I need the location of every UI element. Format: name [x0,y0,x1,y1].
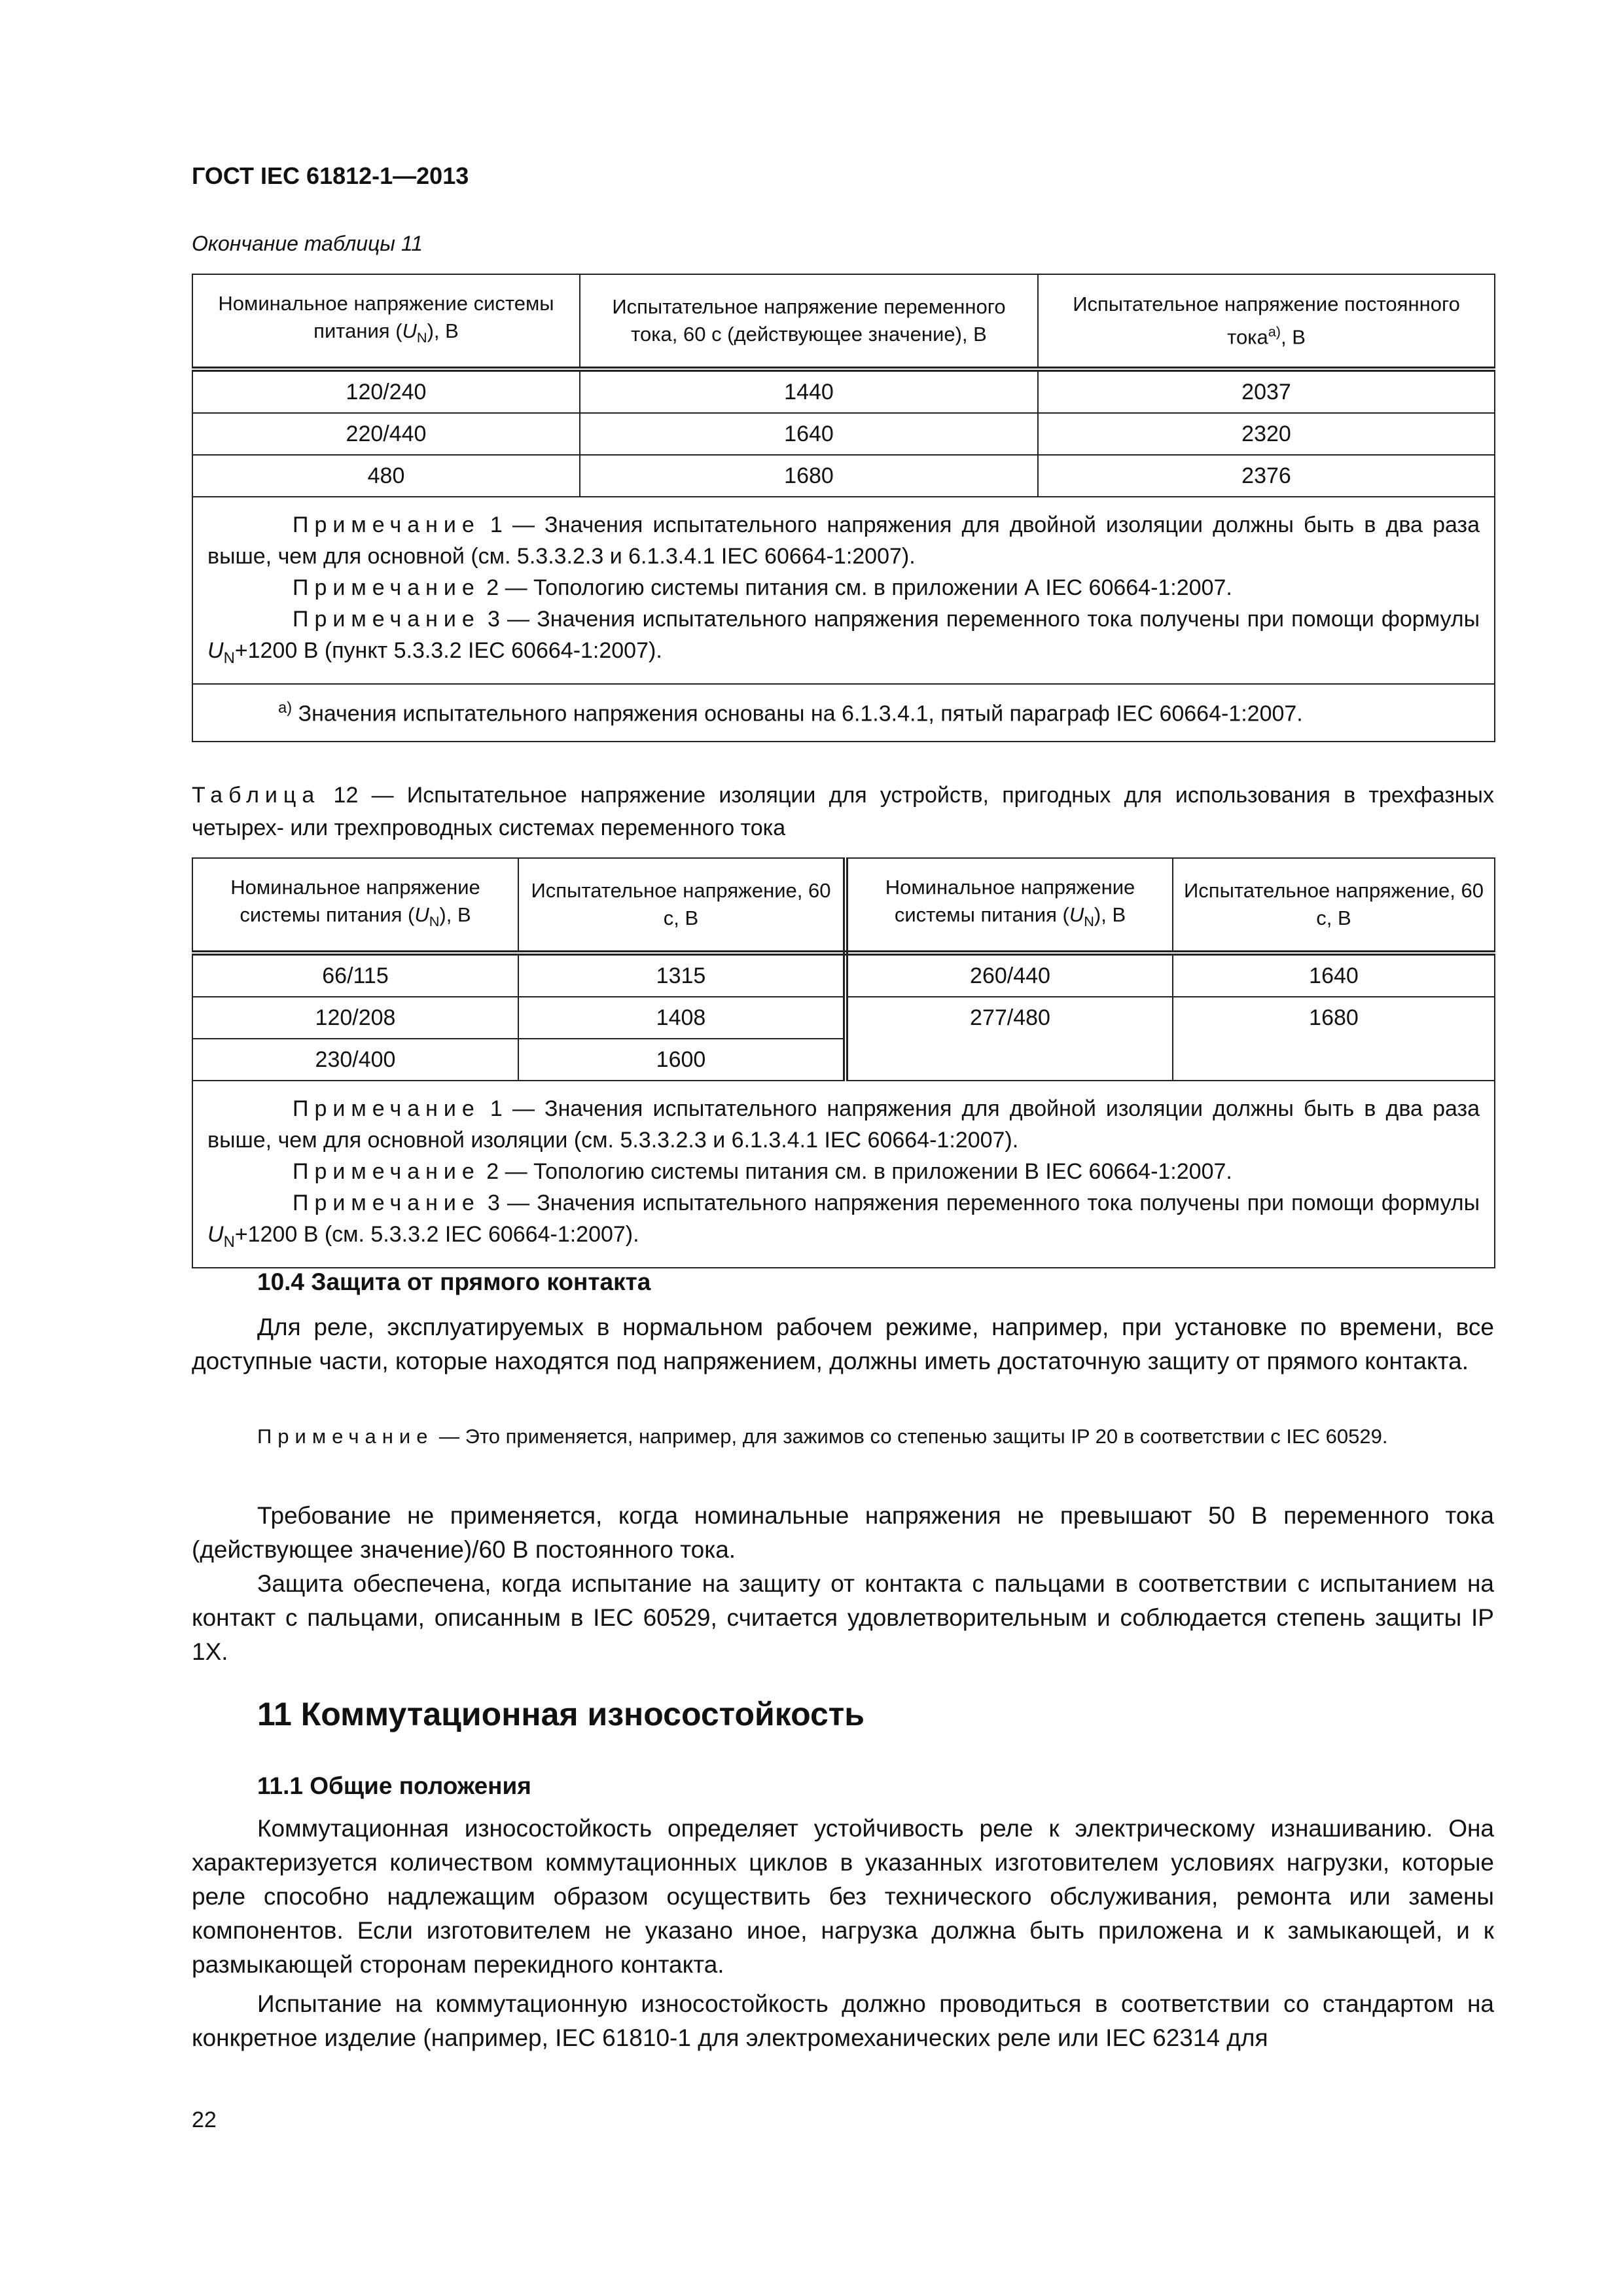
section-10-4-para-2: Требование не применяется, когда номинальные напряжения не превышают 50 В переменного тока (действующее значение)/60 В постоянного тока. [192,1502,1494,1563]
table-11-footnote-row [192,684,1495,742]
section-11-1-para-1: Коммутационная износостойкость определяет устойчивость реле к электрическому изнашиванию. Она характеризуется количеством коммутационных циклов в указанных изготовителем условиях нагрузки, которые реле способно надлежащим образом осуществить без технического обслуживания, ремонта или замены компонентов. Если изготовителем не указано иное, нагрузка должна быть приложена и к замыкающей, и к размыкающей сторонам перекидного контакта. [192,1815,1494,1978]
table-12-header-row [192,858,1495,953]
table-12-notes [192,1081,1495,1268]
table-row [192,953,1495,997]
table-cell: 1315 [518,953,846,997]
section-10-4-note: Примечание — Это применяется, например, для зажимов со степенью защиты IP 20 в соответствии с IEC 60529. [257,1425,1388,1448]
table-note: Примечание 1 — Значения испытательного напряжения для двойной изоляции должны быть в два раза выше, чем для основной (см. 5.3.3.2.3 и 6.1.3.4.1 IEC 60664-1:2007). [207,512,1480,569]
section-10-4-para-1: Для реле, эксплуатируемых в нормальном рабочем режиме, например, при установке по времени, все доступные части, которые находятся под напряжением, должны иметь достаточную защиту от прямого контакта. [192,1314,1494,1374]
table-cell: 1600 [518,1039,846,1081]
table-cell: 480 [192,455,580,497]
table-11-header-row [192,274,1495,369]
table-12-header-cell: Испытательное напряжение, 60 с, В [1173,858,1495,953]
table-cell: 1408 [518,997,846,1039]
table-11-header-cell: Испытательное напряжение постоянного тока$^{а)}$, В [1038,274,1495,369]
table-cell: 220/440 [192,413,580,455]
table-cell: 2376 [1038,455,1495,497]
section-11-heading: 11 Коммутационная износостойкость [257,1696,865,1732]
table-cell: 1640 [580,413,1038,455]
section-11-1-heading: 11.1 Общие положения [257,1772,531,1799]
table-11-notes-row [192,497,1495,684]
table-12-header-cell: Номинальное напряжение системы питания $(U_N)$, В [846,858,1173,953]
table-row [192,455,1495,497]
table-12-title: Таблица 12 — Испытательное напряжение изоляции для устройств, пригодных для использования в трехфазных четырех- или трехпроводных системах переменного тока [192,783,1494,840]
table-cell: 1640 [1173,953,1495,997]
table-12-notes-row [192,1081,1495,1268]
table-cell: 1440 [580,369,1038,413]
table-11-caption: Окончание таблицы 11 [192,232,423,255]
table-12 [192,857,1494,1268]
table-cell: 2320 [1038,413,1495,455]
table-11 [192,274,1494,742]
table-11-notes [192,497,1495,684]
table-cell: 2037 [1038,369,1495,413]
table-note: Примечание 2 — Топологию системы питания см. в приложении А IEC 60664-1:2007. [293,575,1232,600]
table-row [192,413,1495,455]
table-12-header-cell: Номинальное напряжение системы питания $(U_N)$, В [192,858,518,953]
table-cell: 1680 [1173,997,1495,1081]
table-11-header-cell: Номинальное напряжение системы питания $(U_N)$, В [192,274,580,369]
table-cell: 260/440 [846,953,1173,997]
section-11-1-para-2: Испытание на коммутационную износостойкость должно проводиться в соответствии со стандартом на конкретное изделие (например, IEC 61810-1 для электромеханических реле или IEC 62314 для [192,1990,1494,2051]
table-cell: 1680 [580,455,1038,497]
table-12-header-cell: Испытательное напряжение, 60 с, В [518,858,846,953]
table-cell: 120/240 [192,369,580,413]
table-cell: 230/400 [192,1039,518,1081]
document-header: ГОСТ IEC 61812-1—2013 [192,162,469,189]
table-note: Примечание 1 — Значения испытательного напряжения для двойной изоляции должны быть в два раза выше, чем для основной изоляции (см. 5.3.3.2.3 и 6.1.3.4.1 IEC 60664-1:2007). [207,1096,1480,1153]
table-cell: 120/208 [192,997,518,1039]
section-10-4-para-3: Защита обеспечена, когда испытание на защиту от контакта с пальцами в соответствии с испытанием на контакт с пальцами, описанным в IEC 60529, считается удовлетворительным и соблюдается степень защиты IP 1X. [192,1570,1494,1665]
table-note: Примечание 2 — Топологию системы питания см. в приложении В IEC 60664-1:2007. [293,1159,1232,1184]
table-note: Примечание 3 — Значения испытательного напряжения переменного тока получены при помощи формулы $U_N+1200$ В (пункт 5.3.3.2 IEC 60664-1:2007). [207,607,1480,667]
table-cell: 277/480 [846,997,1173,1081]
section-10-4-heading: 10.4 Защита от прямого контакта [257,1268,651,1295]
table-footnote: $^{а)}$ Значения испытательного напряжения основаны на 6.1.3.4.1, пятый параграф IEC 60664-1:2007. [192,684,1495,742]
table-row [192,997,1495,1039]
table-cell: 66/115 [192,953,518,997]
table-note: Примечание 3 — Значения испытательного напряжения переменного тока получены при помощи формулы $U_N+1200$ В (см. 5.3.3.2 IEC 60664-1:2007). [207,1191,1480,1251]
page-number: 22 [192,2108,217,2132]
table-11-header-cell: Испытательное напряжение переменного тока, 60 с (действующее значение), В [580,274,1038,369]
table-row [192,369,1495,413]
